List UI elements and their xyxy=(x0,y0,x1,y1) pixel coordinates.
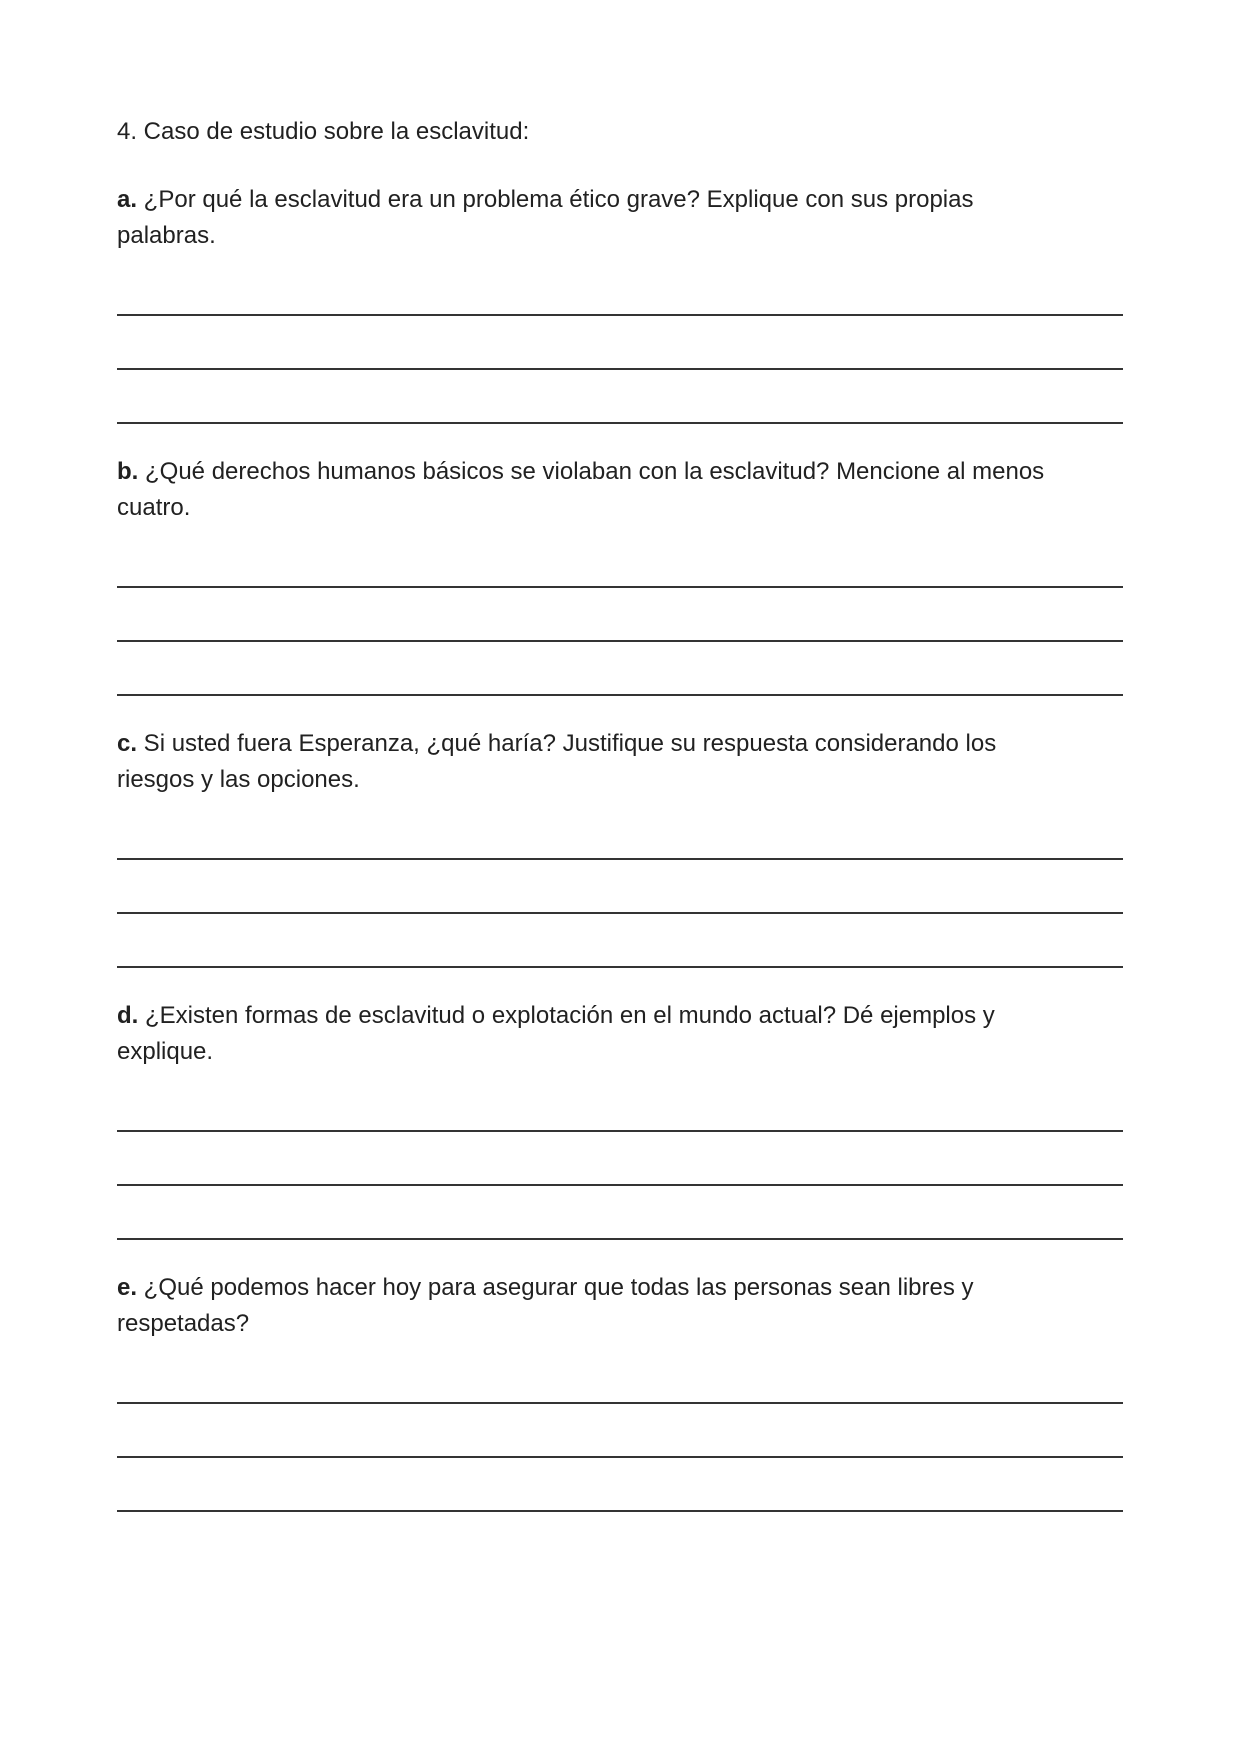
answer-line xyxy=(117,642,1123,696)
question-label: b. xyxy=(117,458,139,485)
question-text xyxy=(117,454,1123,526)
question-block xyxy=(117,726,1123,968)
answer-line xyxy=(117,1404,1123,1458)
answer-line xyxy=(117,262,1123,316)
answer-line xyxy=(117,1350,1123,1404)
question-label: e. xyxy=(117,1274,138,1301)
question-text xyxy=(117,182,1123,254)
section-title: 4. Caso de estudio sobre la esclavitud: xyxy=(117,118,530,145)
answer-lines xyxy=(117,262,1123,424)
answer-line xyxy=(117,1132,1123,1186)
answer-line xyxy=(117,1186,1123,1240)
answer-line xyxy=(117,588,1123,642)
question-block xyxy=(117,998,1123,1240)
question-body: ¿Qué derechos humanos básicos se violaban con la esclavitud? Mencione al menos cuatro. xyxy=(117,458,1045,521)
answer-lines xyxy=(117,1350,1123,1512)
question-text xyxy=(117,1270,1123,1342)
answer-line xyxy=(117,370,1123,424)
answer-lines xyxy=(117,806,1123,968)
answer-line xyxy=(117,806,1123,860)
answer-line xyxy=(117,534,1123,588)
question-label: a. xyxy=(117,186,138,213)
answer-line xyxy=(117,1458,1123,1512)
question-body: ¿Por qué la esclavitud era un problema ético grave? Explique con sus propias palabras. xyxy=(117,186,974,249)
question-block xyxy=(117,454,1123,696)
question-body: Si usted fuera Esperanza, ¿qué haría? Justifique su respuesta considerando los riesgos y las opciones. xyxy=(117,730,997,793)
answer-line xyxy=(117,1078,1123,1132)
questions-container xyxy=(117,182,1123,1512)
question-body: ¿Existen formas de esclavitud o explotación en el mundo actual? Dé ejemplos y explique. xyxy=(117,1002,995,1065)
question-label: d. xyxy=(117,1002,139,1029)
question-block xyxy=(117,1270,1123,1512)
question-body: ¿Qué podemos hacer hoy para asegurar que todas las personas sean libres y respetadas? xyxy=(117,1274,974,1337)
answer-line xyxy=(117,914,1123,968)
answer-lines xyxy=(117,534,1123,696)
question-block xyxy=(117,182,1123,424)
answer-lines xyxy=(117,1078,1123,1240)
question-text xyxy=(117,998,1123,1070)
answer-line xyxy=(117,316,1123,370)
answer-line xyxy=(117,860,1123,914)
question-label: c. xyxy=(117,730,138,757)
question-text xyxy=(117,726,1123,798)
